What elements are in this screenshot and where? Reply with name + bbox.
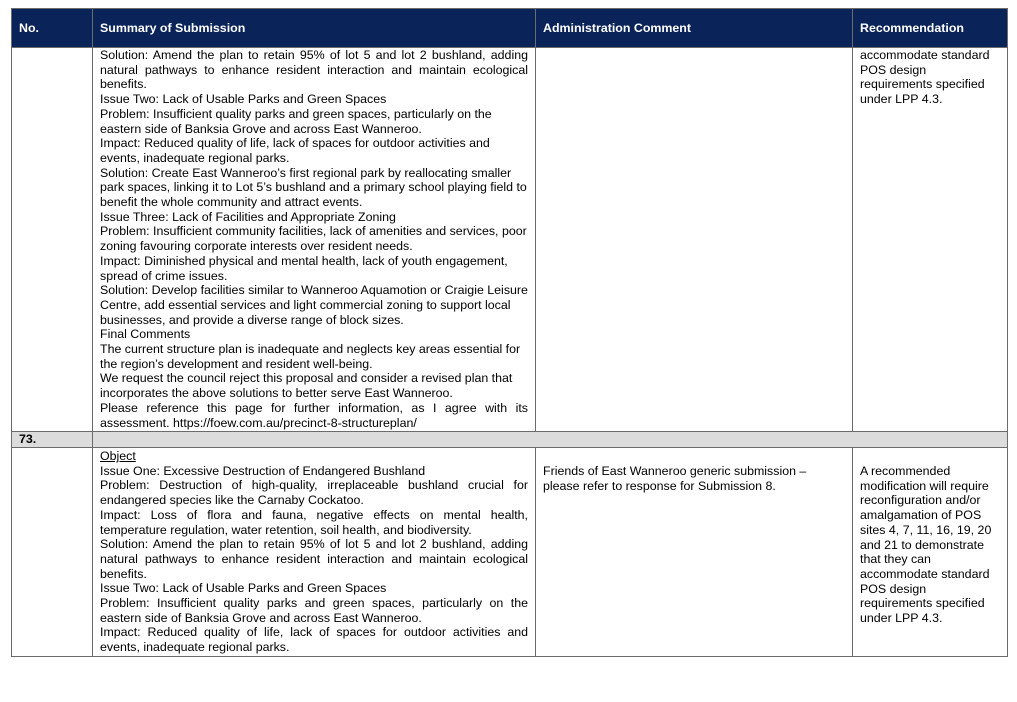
table-header-row xyxy=(12,9,1008,48)
cell-summary-continued xyxy=(93,48,536,432)
summary-line: Issue Two: Lack of Usable Parks and Green Spaces xyxy=(100,92,387,107)
cell-recommendation-continued: accommodate standard POS design requirements specified under LPP 4.3. xyxy=(853,48,1008,432)
summary-line: Problem: Insufficient quality parks and green spaces, particularly on the eastern side of Banksia Grove and across East Wanneroo. xyxy=(100,596,528,625)
cell-recommendation-73 xyxy=(853,447,1008,656)
summary-line: Issue Two: Lack of Usable Parks and Green Spaces xyxy=(100,581,387,596)
cell-summary-73 xyxy=(93,447,536,656)
summary-line: Problem: Insufficient community facilities, lack of amenities and services, poor zoning favouring corporate interests over resident needs. xyxy=(100,224,527,254)
cell-admin-73 xyxy=(536,447,853,656)
summary-line: Solution: Amend the plan to retain 95% of lot 5 and lot 2 bushland, adding natural pathways to enhance resident interaction and maintain ecological benefits. xyxy=(100,537,528,581)
summary-line: Issue Three: Lack of Facilities and Appropriate Zoning xyxy=(100,209,396,224)
summary-line: Final Comments xyxy=(100,327,191,342)
summary-line: Solution: Amend the plan to retain 95% of lot 5 and lot 2 bushland, adding natural pathways to enhance resident interaction and maintain ecological benefits. xyxy=(100,48,528,92)
summary-line: Solution: Create East Wanneroo’s first regional park by reallocating smaller park spaces, linking it to Lot 5’s bushland and a primary school playing field to benefit the whole community and attract events. xyxy=(100,165,527,210)
summary-line: Problem: Destruction of high-quality, irreplaceable bushland crucial for endangered species like the Carnaby Cockatoo. xyxy=(100,478,528,508)
header-recommendation: Recommendation xyxy=(853,9,1008,48)
submission-number-spacer xyxy=(93,432,1008,448)
admin-comment: Friends of East Wanneroo generic submission – please refer to response for Submission 8. xyxy=(543,463,807,493)
submission-number: 73. xyxy=(12,432,93,448)
submission-number-row xyxy=(12,432,1008,448)
table-row-continued xyxy=(12,48,1008,432)
header-no: No. xyxy=(12,9,93,48)
summary-line: Impact: Reduced quality of life, lack of spaces for outdoor activities and events, inadequate regional parks. xyxy=(100,625,528,655)
submissions-table xyxy=(11,8,1008,657)
summary-line: Impact: Reduced quality of life, lack of spaces for outdoor activities and events, inadequate regional parks. xyxy=(100,136,490,165)
summary-line: Impact: Diminished physical and mental health, lack of youth engagement, spread of crime issues. xyxy=(100,253,508,283)
header-admin-comment: Administration Comment xyxy=(536,9,853,48)
summary-line: Please reference this page for further information, as I agree with its assessment. https://foew.com.au/precinct-8-structureplan/ xyxy=(100,400,528,430)
table-row-73 xyxy=(12,447,1008,656)
summary-line: Problem: Insufficient quality parks and green spaces, particularly on the eastern side of Banksia Grove and across East Wanneroo. xyxy=(100,106,492,136)
summary-line: Issue One: Excessive Destruction of Endangered Bushland xyxy=(100,463,426,478)
summary-line: Impact: Loss of flora and fauna, negative effects on mental health, temperature regulation, water retention, soil health, and biodiversity. xyxy=(100,507,528,537)
summary-line: We request the council reject this proposal and consider a revised plan that incorporates the above solutions to better serve East Wanneroo. xyxy=(100,371,513,401)
cell-no-73 xyxy=(12,447,93,656)
cell-no-continued xyxy=(12,48,93,432)
header-summary: Summary of Submission xyxy=(93,9,536,48)
cell-admin-continued xyxy=(536,48,853,432)
summary-line: Solution: Develop facilities similar to Wanneroo Aquamotion or Craigie Leisure Centre, add essential services and light commercial zoning to support local businesses, and provide a diverse range of block sizes. xyxy=(100,283,528,327)
recommendation-text: A recommended modification will require reconfiguration and/or amalgamation of POS sites 4, 7, 11, 16, 19, 20 and 21 to demonstrate that they can accommodate standard POS design requirements specified under LPP 4.3. xyxy=(860,463,992,626)
summary-line: The current structure plan is inadequate and neglects key areas essential for the region’s development and resident well-being. xyxy=(100,342,521,371)
summary-heading: Object xyxy=(100,448,136,463)
